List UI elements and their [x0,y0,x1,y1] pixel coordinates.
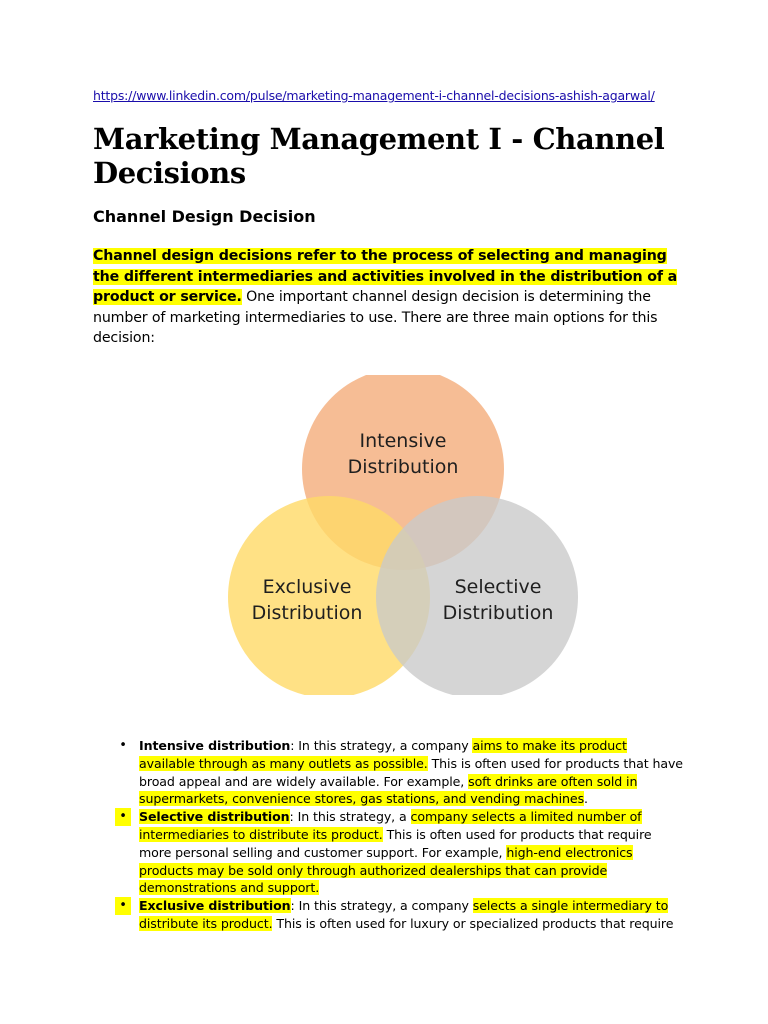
term-label: Exclusive distribution [139,898,291,914]
list-item-intensive [119,737,684,808]
venn-label-intensive-line1: Intensive [359,430,447,452]
list-item-exclusive [119,897,684,933]
bullet-icon: • [115,808,131,826]
list-text: This is often used for products that require more personal selling and customer support. For example, [139,826,652,860]
venn-diagram [225,375,585,695]
list-text: : In this strategy, a company [290,738,473,753]
bullet-icon: • [119,738,127,753]
venn-label-intensive-line2: Distribution [347,456,459,478]
intro-paragraph [93,246,683,349]
venn-label-selective-line1: Selective [454,576,542,598]
list-text: : In this strategy, a [289,809,411,825]
term-label: Selective distribution [139,809,290,825]
bullet-icon: • [115,897,131,915]
list-highlight: aims to make its product available through as many outlets as possible. [139,738,627,771]
intro-highlight: Channel design decisions refer to the process of selecting and managing the different intermediaries and activities involved in the distribution of a product or service. [93,248,678,305]
section-heading: Channel Design Decision [93,207,316,226]
list-highlight: selects a single intermediary to distribute its product. [139,898,669,931]
list-text: This is often used for products that have broad appeal and are widely available. For example, [139,755,683,789]
list-text: : In this strategy, a company [290,898,473,914]
intro-text: One important channel design decision is determining the number of marketing intermediaries to use. There are three main options for this decision: [93,289,658,346]
source-link[interactable]: https://www.linkedin.com/pulse/marketing-management-i-channel-decisions-ashish-agarwal/ [93,88,655,103]
list-highlight: company selects a limited number of intermediaries to distribute its product. [139,809,642,842]
list-highlight: soft drinks are often sold in supermarkets, convenience stores, gas stations, and vending machines [139,773,638,807]
list-highlight: high-end electronics products may be sold only through authorized dealerships that can provide demonstrations and support. [139,844,633,896]
distribution-list [119,737,684,933]
page-title: Marketing Management I - Channel Decisions [93,122,665,190]
list-item-selective [119,808,684,897]
term-label: Intensive distribution [139,738,291,753]
venn-label-exclusive-line1: Exclusive [262,576,352,598]
list-text: . [584,791,588,807]
venn-label-exclusive-line2: Distribution [251,602,363,624]
list-text: This is often used for luxury or specialized products that require [272,915,674,931]
venn-label-selective-line2: Distribution [442,602,554,624]
